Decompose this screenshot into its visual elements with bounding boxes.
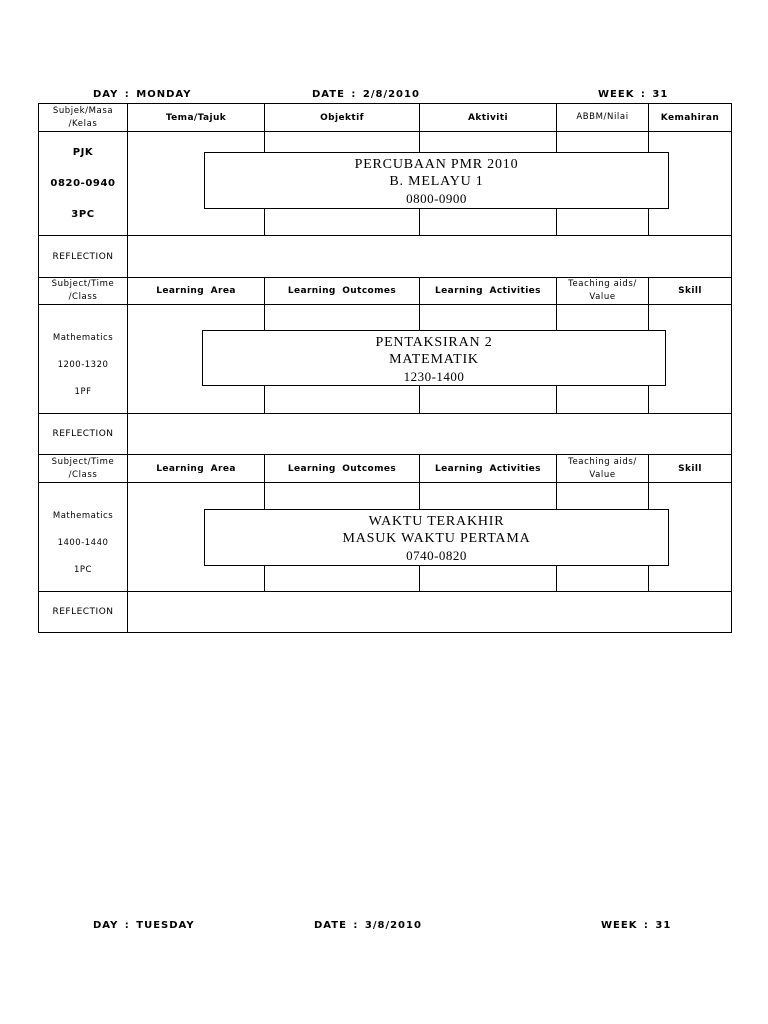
session-class: 1PF <box>74 387 92 397</box>
reflection-field <box>128 592 732 633</box>
reflection-field <box>128 414 732 455</box>
session-subject: PJK <box>72 147 94 158</box>
session-time: 1400-1440 <box>57 538 109 548</box>
reflection-row <box>39 236 732 278</box>
notice-box-session-3 <box>204 509 669 566</box>
session-subject: Mathematics <box>52 511 114 521</box>
reflection-field <box>128 236 732 278</box>
header-subject-time: Subject/Time <box>51 456 115 467</box>
reflection-row <box>39 592 732 633</box>
header-class: /Class <box>68 469 98 480</box>
header-learning-activities: Learning Activities <box>420 278 557 305</box>
header-class: /Class <box>68 292 98 302</box>
monday-week-label: WEEK : 31 <box>598 89 669 100</box>
reflection-label: REFLECTION <box>39 236 128 278</box>
header-tema-tajuk: Tema/Tajuk <box>128 104 265 132</box>
header-kelas: /Kelas <box>68 118 98 129</box>
header-teaching-aids-value <box>557 455 649 483</box>
table-header-row <box>39 278 732 305</box>
header-learning-outcomes: Learning Outcomes <box>265 278 420 305</box>
header-learning-area: Learning Area <box>128 455 265 483</box>
tuesday-week-label: WEEK : 31 <box>601 920 672 931</box>
header-value: Value <box>589 469 616 480</box>
notice-time: 0740-0820 <box>406 548 467 563</box>
session-class: 1PC <box>74 565 92 575</box>
header-skill: Skill <box>649 455 732 483</box>
reflection-label: REFLECTION <box>39 414 128 455</box>
header-objektif: Objektif <box>265 104 420 132</box>
header-value: Value <box>589 292 616 302</box>
tuesday-day-label: DAY : TUESDAY <box>93 920 195 931</box>
notice-subtitle: B. MELAYU 1 <box>389 174 484 189</box>
header-kemahiran: Kemahiran <box>649 104 732 132</box>
header-teaching-aids: Teaching aids/ <box>568 279 637 289</box>
header-learning-outcomes: Learning Outcomes <box>265 455 420 483</box>
reflection-label: REFLECTION <box>39 592 128 633</box>
header-abbm-nilai: ABBM/Nilai <box>557 104 649 132</box>
notice-box-session-1 <box>204 152 669 209</box>
session-subject: Mathematics <box>52 333 114 343</box>
header-subject-time-class <box>39 278 128 305</box>
tuesday-date-label: DATE : 3/8/2010 <box>314 920 422 931</box>
monday-day-label: DAY : MONDAY <box>93 89 192 100</box>
session-class: 3PC <box>71 209 95 220</box>
notice-title: PENTAKSIRAN 2 <box>375 335 493 350</box>
notice-box-session-2 <box>202 330 666 386</box>
table-header-row <box>39 104 732 132</box>
header-skill: Skill <box>649 278 732 305</box>
notice-title: PERCUBAAN PMR 2010 <box>354 157 519 172</box>
header-teaching-aids: Teaching aids/ <box>568 456 637 467</box>
header-subjek-masa-kelas <box>39 104 128 132</box>
notice-subtitle: MATEMATIK <box>389 352 479 367</box>
notice-subtitle: MASUK WAKTU PERTAMA <box>342 531 531 546</box>
notice-time: 1230-1400 <box>403 369 465 384</box>
reflection-row <box>39 414 732 455</box>
header-learning-activities: Learning Activities <box>420 455 557 483</box>
notice-time: 0800-0900 <box>406 191 467 206</box>
session-time: 0820-0940 <box>50 178 116 189</box>
header-subject-time: Subject/Time <box>51 279 115 289</box>
header-subject-time-class <box>39 455 128 483</box>
header-aktiviti: Aktiviti <box>420 104 557 132</box>
notice-title: WAKTU TERAKHIR <box>368 514 505 529</box>
session-3-info <box>39 483 128 592</box>
session-time: 1200-1320 <box>57 360 109 370</box>
header-learning-area: Learning Area <box>128 278 265 305</box>
session-1-info <box>39 132 128 236</box>
header-subjek-masa: Subjek/Masa <box>52 105 114 116</box>
monday-date-label: DATE : 2/8/2010 <box>312 89 420 100</box>
table-header-row <box>39 455 732 483</box>
session-2-info <box>39 305 128 414</box>
header-teaching-aids-value <box>557 278 649 305</box>
